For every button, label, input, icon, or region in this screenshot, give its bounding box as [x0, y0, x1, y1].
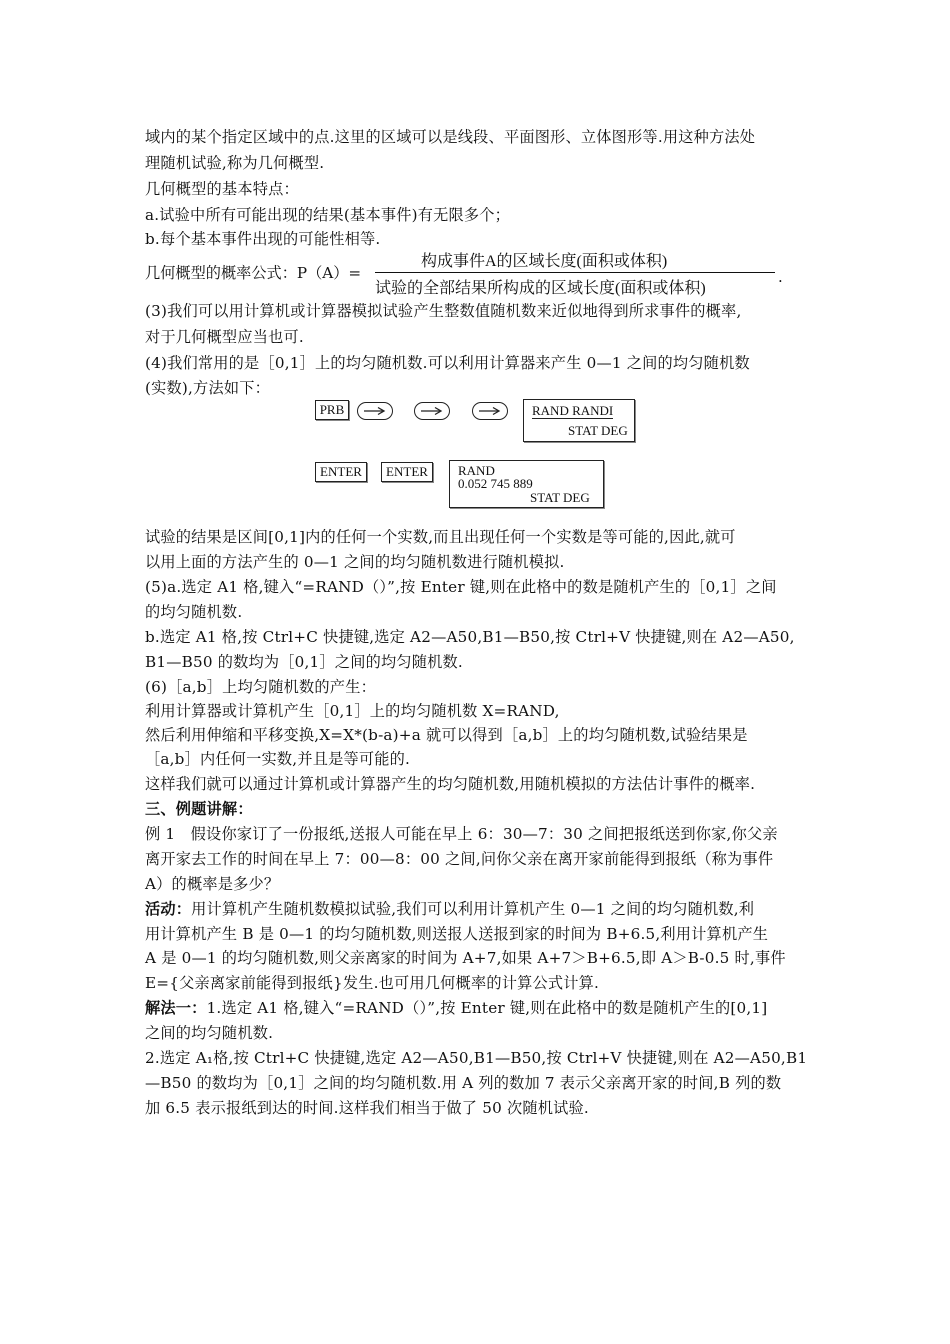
- probability-formula: [145, 248, 795, 296]
- text-line: 用计算机产生 B 是 0—1 的均匀随机数,则送报人送报到家的时间为 B+6.5,利用计算机产生: [145, 925, 769, 943]
- text-line: 加 6.5 表示报纸到达的时间.这样我们相当于做了 50 次随机试验.: [145, 1099, 589, 1117]
- right-arrow-icon: [420, 406, 444, 416]
- text-line: A 是 0—1 的均匀随机数,则父亲离家的时间为 A+7,如果 A+7＞B+6.5,即 A＞B-0.5 时,事件: [145, 949, 786, 967]
- prb-key: PRB: [315, 400, 349, 420]
- text-line: 对于几何概型应当也可.: [145, 328, 304, 346]
- right-arrow-key: [357, 402, 393, 420]
- activity-label: 活动：: [145, 900, 192, 918]
- text-line: 离开家去工作的时间在早上 7：00—8：00 之间,问你父亲在离开家前能得到报纸（称为事件: [145, 850, 774, 868]
- right-arrow-icon: [363, 406, 387, 416]
- text-line: 几何概型的基本特点：: [145, 180, 299, 198]
- right-arrow-key: [472, 402, 508, 420]
- text-line: a.试验中所有可能出现的结果(基本事件)有无限多个；: [145, 206, 511, 224]
- text-line: 之间的均匀随机数.: [145, 1024, 274, 1042]
- text-line: 2.选定 A₁格,按 Ctrl+C 快捷键,选定 A2—A50,B1—B50,按 Ctrl+V 快捷键,则在 A2—A50,B1: [145, 1049, 808, 1067]
- text-line: (3)我们可以用计算机或计算器模拟试验产生整数值随机数来近似地得到所求事件的概率,: [145, 302, 742, 320]
- section-heading: 三、例题讲解：: [145, 800, 253, 818]
- text-line: (5)a.选定 A1 格,键入“=RAND（）”,按 Enter 键,则在此格中的数是随机产生的［0,1］之间: [145, 578, 777, 596]
- formula-lead: 几何概型的概率公式：P（A）=: [145, 264, 362, 282]
- fraction-bar: [375, 272, 775, 273]
- text-line: b.每个基本事件出现的可能性相等.: [145, 230, 381, 248]
- text-line: E={父亲离家前能得到报纸}发生.也可用几何概率的计算公式计算.: [145, 974, 600, 992]
- text-line: B1—B50 的数均为［0,1］之间的均匀随机数.: [145, 653, 463, 671]
- text-line: 的均匀随机数.: [145, 603, 243, 621]
- text-line: (4)我们常用的是［0,1］上的均匀随机数.可以利用计算器来产生 0—1 之间的均匀随机数: [145, 354, 750, 372]
- calculator-screen-1: [523, 399, 635, 442]
- text-line: (6)［a,b］上均匀随机数的产生：: [145, 678, 376, 696]
- screen-status-text: STAT DEG: [530, 490, 590, 505]
- text-line: 以用上面的方法产生的 0—1 之间的均匀随机数进行随机模拟.: [145, 553, 565, 571]
- solution-label: 解法一：: [145, 999, 207, 1017]
- right-arrow-key: [414, 402, 450, 420]
- enter-key: ENTER: [315, 462, 367, 482]
- text-line: 这样我们就可以通过计算机或计算器产生的均匀随机数,用随机模拟的方法估计事件的概率.: [145, 775, 756, 793]
- screen-menu-text: RAND RANDI: [532, 403, 614, 418]
- screen-function-text: RAND: [458, 463, 495, 478]
- calculator-screen-2: [449, 460, 604, 508]
- text-line: 域内的某个指定区域中的点.这里的区域可以是线段、平面图形、立体图形等.用这种方法处: [145, 128, 756, 146]
- text-line: b.选定 A1 格,按 Ctrl+C 快捷键,选定 A2—A50,B1—B50,按 Ctrl+V 快捷键,则在 A2—A50,: [145, 628, 795, 646]
- text-line: ［a,b］内任何一实数,并且是等可能的.: [145, 750, 411, 768]
- formula-denominator: 试验的全部结果所构成的区域长度(面积或体积): [375, 280, 706, 297]
- text-line: [145, 998, 767, 1018]
- solution-text: 1.选定 A1 格,键入“=RAND（）”,按 Enter 键,则在此格中的数是随机产生的[0,1]: [206, 999, 768, 1017]
- enter-key: ENTER: [381, 462, 433, 482]
- text-line: (实数),方法如下：: [145, 379, 270, 397]
- screen-status-text: STAT DEG: [568, 423, 628, 438]
- activity-text: 用计算机产生随机数模拟试验,我们可以利用计算机产生 0—1 之间的均匀随机数,利: [191, 900, 755, 918]
- right-arrow-icon: [478, 406, 502, 416]
- screen-value-text: 0.052 745 889: [458, 476, 533, 491]
- text-line: 利用计算器或计算机产生［0,1］上的均匀随机数 X=RAND,: [145, 702, 560, 720]
- text-line: 试验的结果是区间[0,1]内的任何一个实数,而且出现任何一个实数是等可能的,因此,就可: [145, 528, 736, 546]
- formula-numerator: 构成事件A的区域长度(面积或体积): [421, 253, 668, 270]
- text-line: A）的概率是多少？: [145, 875, 280, 893]
- text-line: 然后利用伸缩和平移变换,X=X*(b-a)+a 就可以得到［a,b］上的均匀随机数,试验结果是: [145, 726, 748, 744]
- text-line: 例 1 假设你家订了一份报纸,送报人可能在早上 6：30—7：30 之间把报纸送到你家,你父亲: [145, 825, 778, 843]
- text-line: 理随机试验,称为几何概型.: [145, 154, 325, 172]
- text-line: —B50 的数均为［0,1］之间的均匀随机数.用 A 列的数加 7 表示父亲离开家的时间,B 列的数: [145, 1074, 782, 1092]
- formula-end: .: [778, 268, 783, 286]
- text-line: [145, 899, 754, 919]
